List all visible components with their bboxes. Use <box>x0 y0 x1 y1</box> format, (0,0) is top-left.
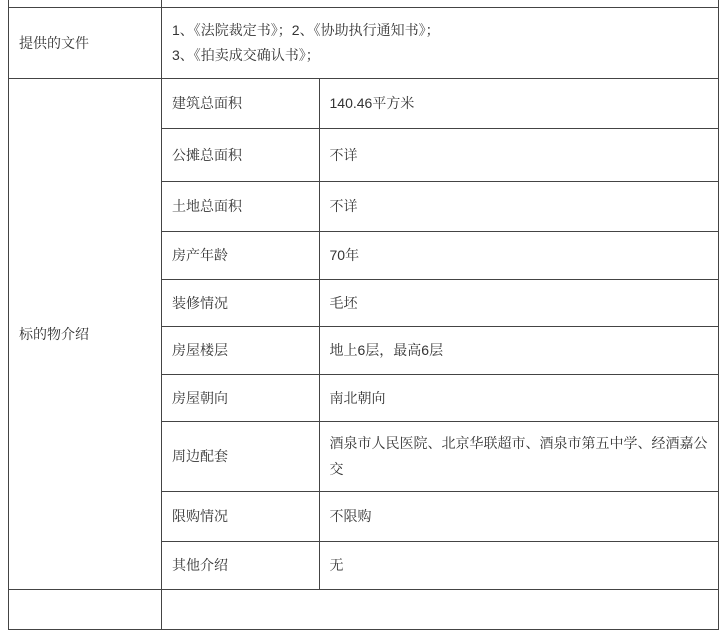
detail-row <box>162 421 718 491</box>
detail-key: 房屋楼层 <box>162 326 319 374</box>
detail-value: 不限购 <box>319 491 718 541</box>
detail-row <box>162 374 718 421</box>
table-row-files <box>9 8 719 79</box>
detail-row <box>162 541 718 589</box>
detail-row <box>162 79 718 128</box>
detail-row <box>162 128 718 181</box>
subject-details-cell <box>162 79 719 590</box>
files-value-cell <box>162 8 719 79</box>
detail-key: 限购情况 <box>162 491 319 541</box>
files-line: 1、《法院裁定书》；2、《协助执行通知书》； <box>172 22 440 38</box>
detail-value: 南北朝向 <box>319 374 718 421</box>
detail-value: 不详 <box>319 128 718 181</box>
auction-info-table <box>8 0 719 630</box>
detail-key: 装修情况 <box>162 279 319 326</box>
detail-row <box>162 326 718 374</box>
detail-value: 140.46平方米 <box>319 79 718 128</box>
detail-key: 公摊总面积 <box>162 128 319 181</box>
files-line: 3、《拍卖成交确认书》； <box>172 47 320 63</box>
subject-label: 标的物介绍 <box>9 79 162 590</box>
detail-key: 房屋朝向 <box>162 374 319 421</box>
detail-value: 不详 <box>319 181 718 231</box>
detail-value: 酒泉市人民医院、北京华联超市、酒泉市第五中学、经酒嘉公交 <box>319 421 718 491</box>
detail-table <box>162 79 718 589</box>
table-row-partial-top <box>9 0 719 8</box>
detail-value: 70年 <box>319 231 718 279</box>
partial-bottom-label-cell <box>9 590 162 630</box>
partial-top-label-cell <box>9 0 162 8</box>
table-row-subject <box>9 79 719 590</box>
detail-key: 房产年龄 <box>162 231 319 279</box>
detail-key: 建筑总面积 <box>162 79 319 128</box>
detail-key: 土地总面积 <box>162 181 319 231</box>
detail-row <box>162 491 718 541</box>
table-row-partial-bottom <box>9 590 719 630</box>
detail-value: 地上6层，最高6层 <box>319 326 718 374</box>
partial-top-value-cell <box>162 0 719 8</box>
detail-key: 其他介绍 <box>162 541 319 589</box>
detail-row <box>162 279 718 326</box>
partial-bottom-value-cell <box>162 590 719 630</box>
detail-row <box>162 231 718 279</box>
detail-key: 周边配套 <box>162 421 319 491</box>
files-label: 提供的文件 <box>9 8 162 79</box>
detail-value: 毛坯 <box>319 279 718 326</box>
detail-row <box>162 181 718 231</box>
detail-value: 无 <box>319 541 718 589</box>
